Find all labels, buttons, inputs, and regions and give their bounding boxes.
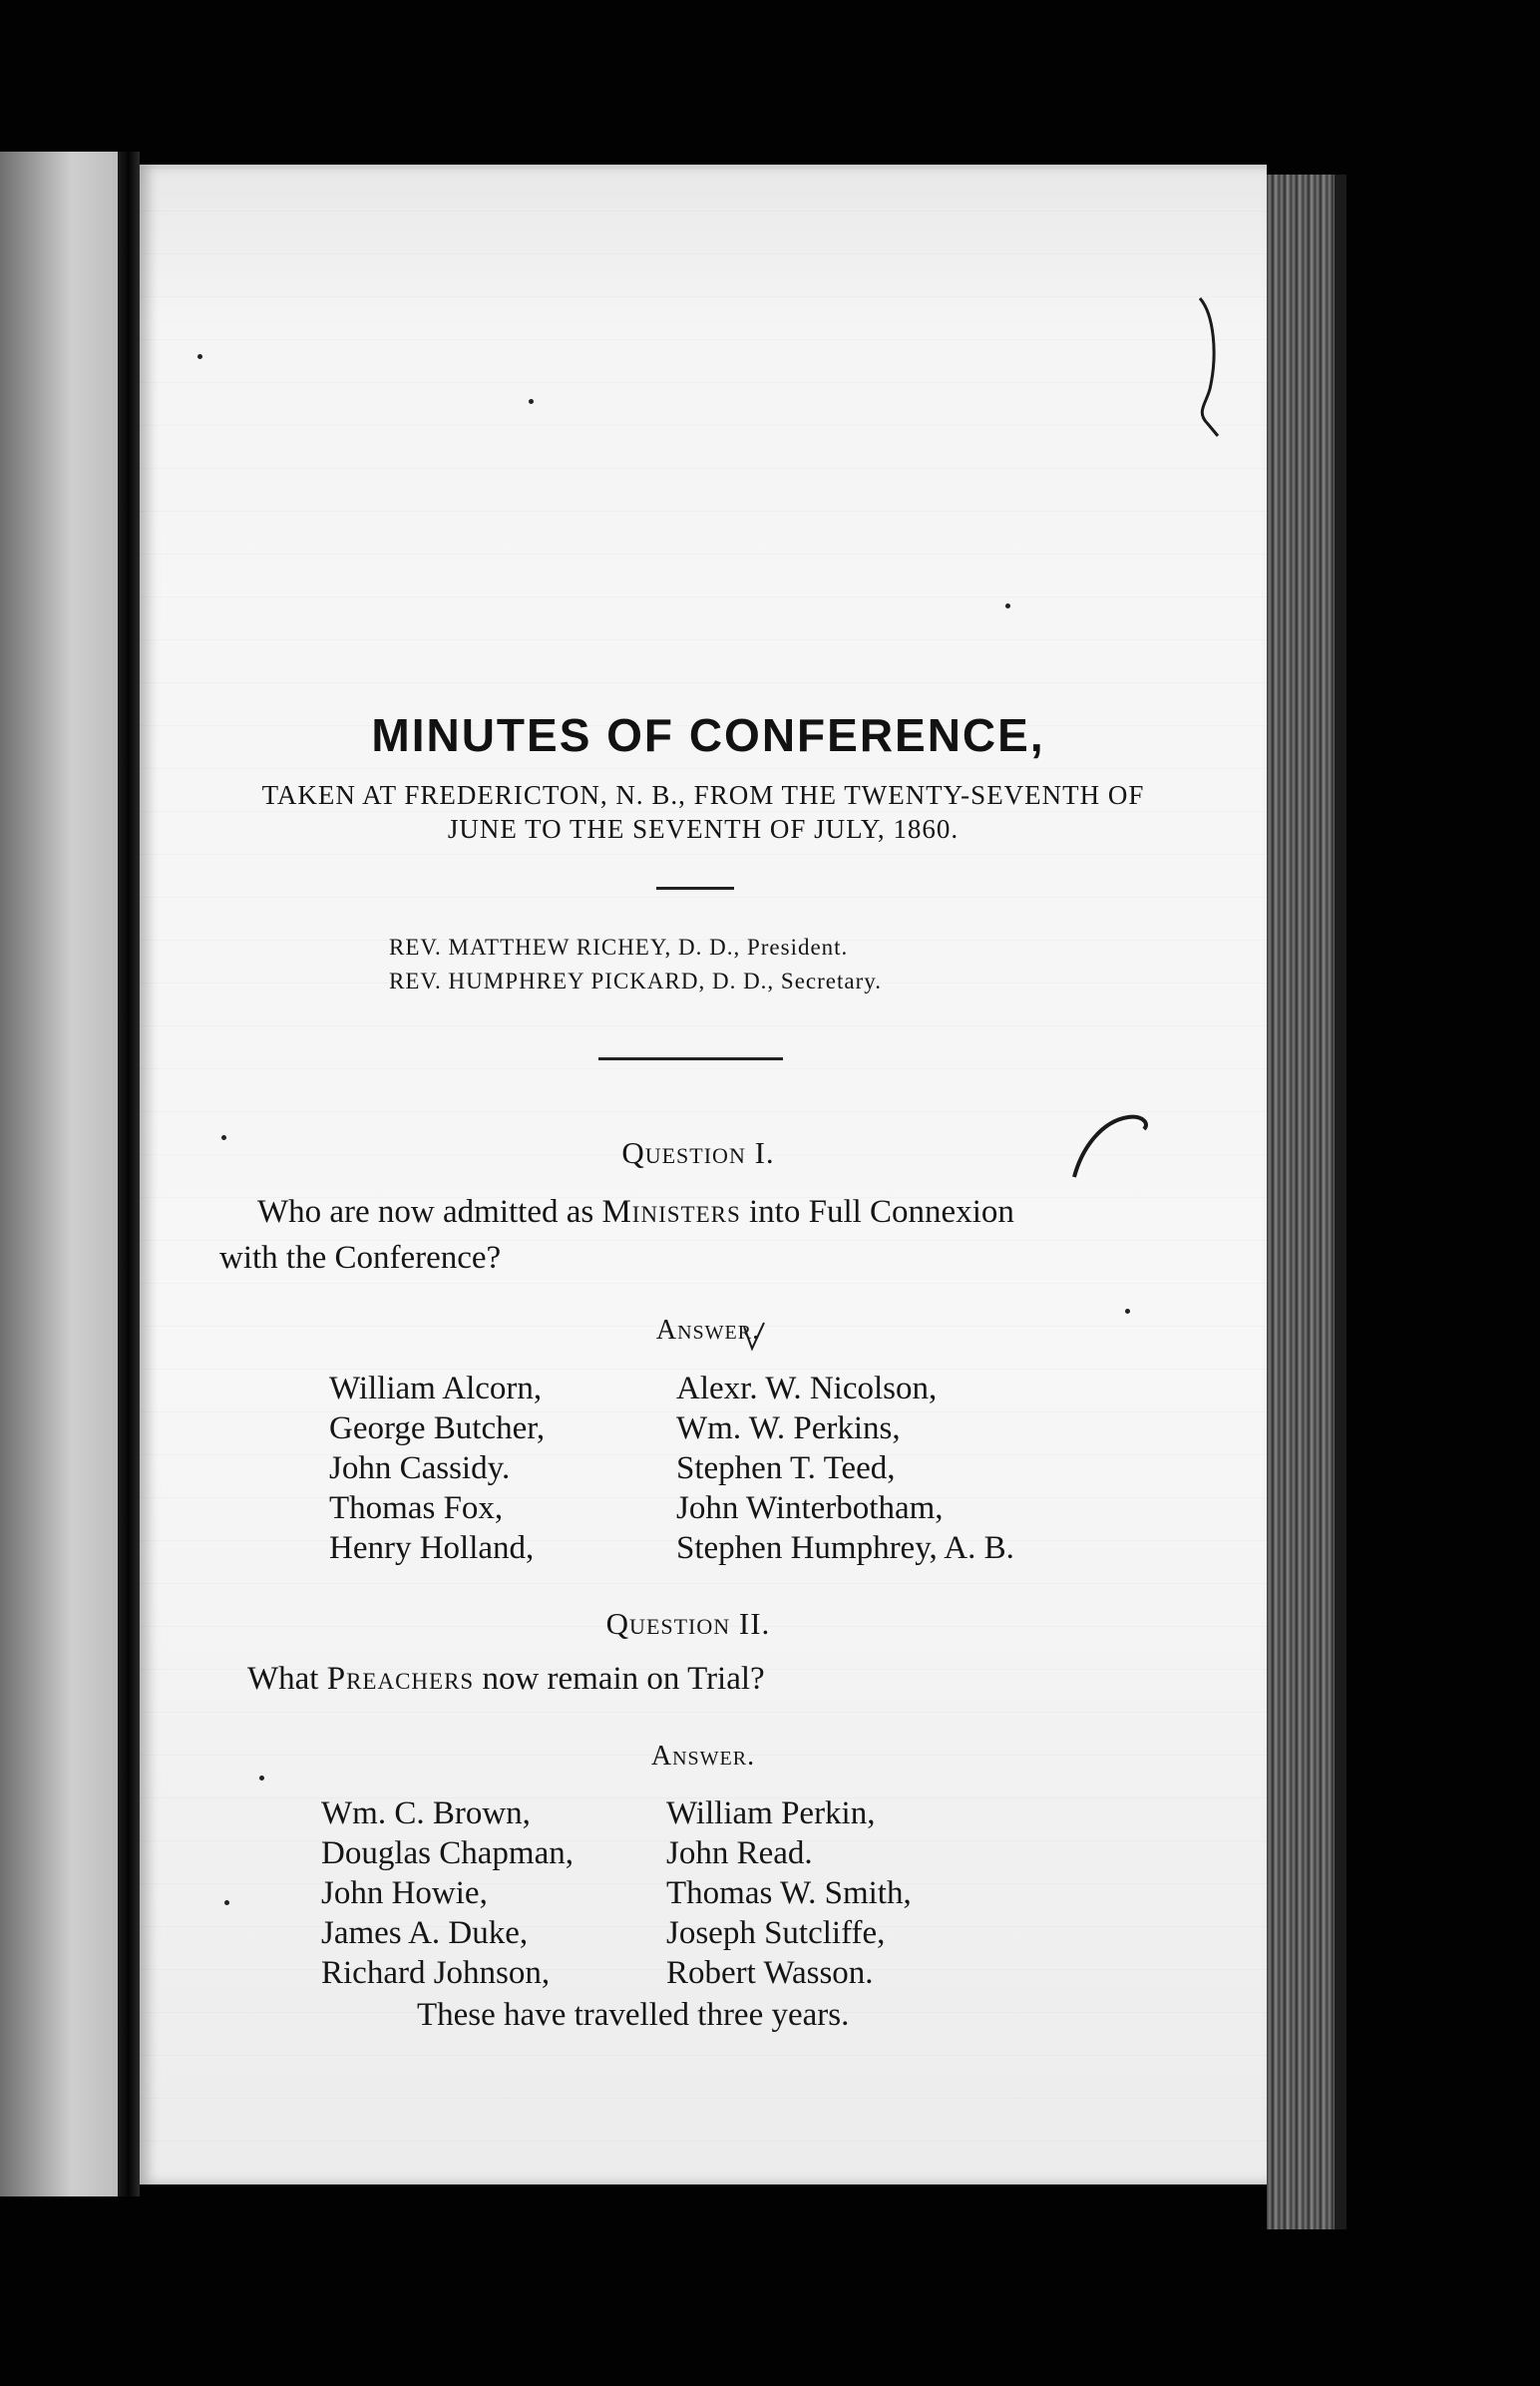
section-divider <box>598 1057 783 1060</box>
question-2-text <box>247 1656 1145 1702</box>
answer-2-name: William Perkin, <box>666 1795 876 1831</box>
answer-1-names-left <box>329 1369 545 1568</box>
answer-1-name: George Butcher, <box>329 1410 546 1446</box>
answer-2-name: Thomas W. Smith, <box>666 1875 912 1911</box>
facing-page-edge <box>0 152 120 2196</box>
page-title: MINUTES OF CONFERENCE, <box>371 709 1045 761</box>
paper-speck <box>1125 1309 1130 1314</box>
answer-1-names-right <box>676 1369 1014 1568</box>
question-2-text-start: What <box>247 1661 327 1697</box>
answer-2-name: James A. Duke, <box>321 1915 529 1951</box>
paper-speck <box>197 354 202 359</box>
answer-1-name: John Cassidy. <box>329 1450 511 1486</box>
answer-1-name: Stephen T. Teed, <box>676 1450 896 1486</box>
question-1-line-1 <box>257 1189 1155 1235</box>
answer-2-note: These have travelled three years. <box>417 1997 850 2033</box>
answer-2-name: Joseph Sutcliffe, <box>666 1915 886 1951</box>
answer-1-name: Stephen Humphrey, A. B. <box>676 1530 1014 1566</box>
subtitle-line-2: JUNE TO THE SEVENTH OF JULY, 1860. <box>447 814 960 844</box>
paper-speck <box>259 1776 264 1781</box>
answer-2-names-right <box>666 1793 912 1993</box>
answer-2-name: Robert Wasson. <box>666 1955 874 1991</box>
answer-2-name: Wm. C. Brown, <box>321 1795 531 1831</box>
subtitle-line-1: TAKEN AT FREDERICTON, N. B., FROM THE TWENTY-SEVENTH OF <box>261 780 1145 810</box>
answer-2-name: Richard Johnson, <box>321 1955 551 1991</box>
short-divider <box>656 887 734 890</box>
paper-speck <box>224 1900 229 1905</box>
pencil-check-mark <box>1062 1107 1162 1187</box>
answer-1-name: Thomas Fox, <box>329 1490 504 1526</box>
pencil-bracket-mark <box>1192 294 1232 444</box>
answer-1-name: Wm. W. Perkins, <box>676 1410 901 1446</box>
question-1-heading: Question I. <box>621 1135 775 1170</box>
pencil-tick-mark <box>740 1319 770 1359</box>
conference-subtitle <box>199 778 1207 846</box>
question-1-text-start: Who are now admitted as <box>257 1194 602 1230</box>
question-1-text <box>219 1189 1155 1281</box>
book-gutter <box>118 152 140 2196</box>
secretary-line: REV. HUMPHREY PICKARD, D. D., Secretary. <box>389 969 883 994</box>
answer-1-name: William Alcorn, <box>329 1371 543 1406</box>
answer-2-names-left <box>321 1793 574 1993</box>
answer-1-name: Alexr. W. Nicolson, <box>676 1371 938 1406</box>
question-2-heading: Question II. <box>605 1606 771 1641</box>
answer-2-name: Douglas Chapman, <box>321 1835 574 1871</box>
answer-1-heading: Answer. <box>655 1315 761 1346</box>
conference-officers <box>389 931 1087 998</box>
paper-speck <box>529 399 534 404</box>
question-1-emphasis: Ministers <box>601 1194 741 1230</box>
question-2-text-end: now remain on Trial? <box>474 1661 765 1697</box>
cover-edge <box>1335 175 1347 2229</box>
paper-speck <box>1005 603 1010 608</box>
question-1-line-2: with the Conference? <box>219 1240 502 1276</box>
answer-1-name: Henry Holland, <box>329 1530 535 1566</box>
answer-2-name: John Howie, <box>321 1875 488 1911</box>
question-1-text-end: into Full Connexion <box>740 1194 1014 1230</box>
question-2-emphasis: Preachers <box>326 1661 475 1697</box>
president-line: REV. MATTHEW RICHEY, D. D., President. <box>389 935 849 960</box>
paper-speck <box>221 1135 226 1140</box>
answer-2-name: John Read. <box>666 1835 813 1871</box>
answer-2-heading: Answer. <box>650 1741 756 1772</box>
page-block-edge <box>1267 175 1335 2229</box>
answer-1-name: John Winterbotham, <box>676 1490 944 1526</box>
